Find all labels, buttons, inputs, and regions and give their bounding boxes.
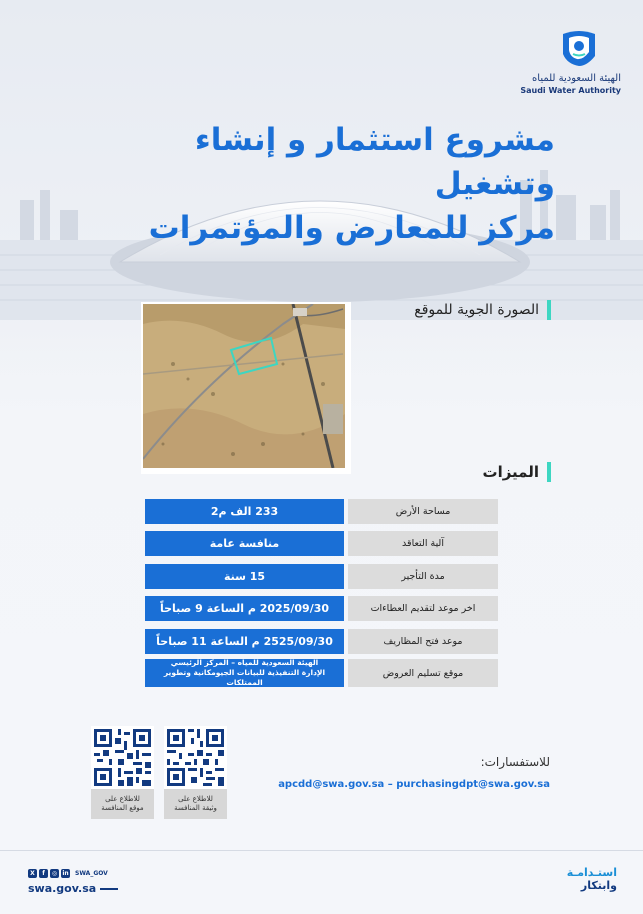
aerial-photo <box>141 302 351 474</box>
feature-label: مساحة الأرض <box>348 499 498 524</box>
feature-row-contract-type <box>145 531 498 556</box>
feature-row-bid-deadline <box>145 596 498 621</box>
feature-value: منافسة عامة <box>145 531 344 556</box>
footer-divider <box>0 850 643 851</box>
feature-label: مدة التأجير <box>348 564 498 589</box>
feature-row-lease-duration <box>145 564 498 589</box>
inquiries-emails-link[interactable]: apcdd@swa.gov.sa – purchasingdpt@swa.gov.sa <box>278 779 550 790</box>
features-heading-text: الميزات <box>482 463 539 481</box>
qr-code-icon <box>164 726 227 789</box>
website-text: swa.gov.sa <box>28 882 97 895</box>
feature-value-line-2: الإدارة التنفيذية للبيانات الجيومكانية وتطوير الممتلكات <box>163 668 326 687</box>
feature-value: 15 سنة <box>145 564 344 589</box>
heading-accent-bar <box>547 300 551 320</box>
feature-row-area <box>145 499 498 524</box>
feature-value: 2025/09/30 م الساعة 9 صباحاً <box>145 596 344 621</box>
feature-label: موعد فتح المظاريف <box>348 629 498 654</box>
feature-row-submission-location <box>145 659 498 687</box>
instagram-icon[interactable]: ◎ <box>51 870 58 877</box>
aerial-map-image <box>143 304 345 468</box>
qr-caption <box>164 789 227 819</box>
feature-value: 233 الف م2 <box>145 499 344 524</box>
page-title <box>95 118 555 250</box>
feature-label: موقع تسليم العروض <box>348 659 498 687</box>
feature-label: اخر موعد لتقديم العطاءات <box>348 596 498 621</box>
linkedin-icon[interactable]: in <box>62 870 69 877</box>
feature-value: 2525/09/30 م الساعة 11 صباحاً <box>145 629 344 654</box>
qr-caption-text: للاطلاع على موقع المنافسة <box>101 795 144 812</box>
x-icon[interactable]: X <box>28 869 37 878</box>
title-line-2: مركز للمعارض والمؤتمرات <box>148 210 555 246</box>
logo-name-arabic: الهيئة السعودية للمياه <box>532 73 621 84</box>
website-underline <box>100 888 118 890</box>
slogan-line-1: استـدامـة <box>566 866 617 879</box>
qr-caption-text: للاطلاع على وثيقة المنافسة <box>174 795 217 812</box>
heading-accent-bar <box>547 462 551 482</box>
feature-row-envelope-opening <box>145 629 498 654</box>
aerial-heading-text: الصورة الجوية للموقع <box>414 302 539 318</box>
qr-code-competition-document[interactable] <box>164 726 227 819</box>
water-drop-logo-icon <box>557 26 601 70</box>
qr-caption <box>91 789 154 819</box>
website-link[interactable] <box>28 882 118 895</box>
qr-code-icon <box>91 726 154 789</box>
social-links <box>28 869 108 878</box>
slogan-line-2: وابتكار <box>580 879 617 892</box>
social-handle: SWA_GOV <box>75 870 108 877</box>
feature-value <box>145 659 344 687</box>
feature-value-line-1: الهيئة السعودية للمياه – المركز الرئيسي <box>170 658 319 667</box>
title-line-1: مشروع استثمار و إنشاء وتشغيل <box>194 122 555 202</box>
facebook-icon[interactable]: f <box>39 869 48 878</box>
qr-code-competition-site[interactable] <box>91 726 154 819</box>
inquiries-label: للاستفسارات: <box>480 755 550 769</box>
aerial-heading <box>414 300 551 320</box>
features-heading <box>483 462 552 482</box>
feature-label: آلية التعاقد <box>348 531 498 556</box>
slogan <box>567 866 617 893</box>
logo-name-english: Saudi Water Authority <box>520 86 621 95</box>
